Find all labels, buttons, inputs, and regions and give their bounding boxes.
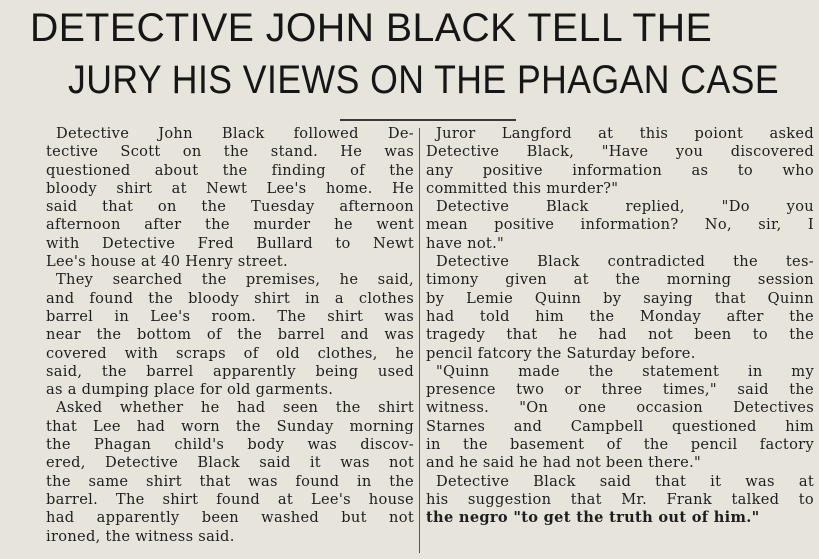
- article-text-line: Detective Black said that it was at: [436, 472, 814, 490]
- article-text-line: ironed, the witness said.: [46, 527, 235, 545]
- article-text-line: his suggestion that Mr. Frank talked to: [426, 490, 814, 508]
- article-text-line: and he said he had not been there.": [426, 454, 702, 472]
- article-column-right: [426, 125, 814, 528]
- article-text-line: with Detective Fred Bullard to Newt: [46, 234, 414, 252]
- article-text-line: and found the bloody shirt in a clothes: [46, 289, 414, 307]
- article-text-line: Juror Langford at this poiont asked: [436, 125, 814, 142]
- article-text-line: Detective Black replied, "Do you: [436, 198, 814, 216]
- column-divider: [419, 128, 420, 553]
- article-text-line: said, the barrel apparently being used: [46, 362, 414, 380]
- article-text-line: witness. "On one occasion Detectives: [426, 399, 814, 417]
- article-text-line: bloody shirt at Newt Lee's home. He: [46, 179, 414, 197]
- article-text-line: the negro "to get the truth out of him.": [426, 509, 760, 527]
- article-text-line: presence two or three times," said the: [426, 381, 814, 399]
- article-text-line: the Phagan child's body was discov-: [46, 436, 414, 454]
- headline-line-1: DETECTIVE JOHN BLACK TELL THE: [30, 6, 713, 50]
- article-text-line: Detective John Black followed De-: [56, 125, 414, 142]
- article-text-line: They searched the premises, he said,: [56, 271, 414, 289]
- article-text-line: tragedy that he had not been to the: [426, 326, 814, 344]
- article-text-line: committed this murder?": [426, 179, 619, 197]
- article-text-line: questioned about the finding of the: [46, 161, 414, 179]
- article-text-line: by Lemie Quinn by saying that Quinn: [426, 289, 814, 307]
- article-text-line: have not.": [426, 234, 505, 252]
- article-text-line: pencil fatcory the Saturday before.: [426, 344, 696, 362]
- article-text-line: afternoon after the murder he went: [46, 216, 414, 234]
- article-text-line: as a dumping place for old garments.: [46, 381, 334, 399]
- article-text-line: mean positive information? No, sir, I: [426, 216, 814, 234]
- article-text-line: any positive information as to who: [426, 161, 814, 179]
- article-text-line: Asked whether he had seen the shirt: [56, 399, 414, 417]
- article-text-line: Lee's house at 40 Henry street.: [46, 253, 288, 271]
- article-text-line: said that on the Tuesday afternoon: [46, 198, 414, 216]
- article-text-line: tective Scott on the stand. He was: [46, 143, 414, 161]
- article-text-line: near the bottom of the barrel and was: [46, 326, 414, 344]
- article-text-line: "Quinn made the statement in my: [436, 362, 814, 380]
- article-text-line: had told him the Monday after the: [426, 307, 814, 325]
- headline-divider: [340, 119, 516, 121]
- article-text-line: Detective Black contradicted the tes-: [436, 253, 814, 271]
- article-text-line: barrel in Lee's room. The shirt was: [46, 307, 414, 325]
- article-text-line: barrel. The shirt found at Lee's house: [46, 490, 414, 508]
- article-text-line: the same shirt that was found in the: [46, 472, 414, 490]
- headline-line-2: JURY HIS VIEWS ON THE PHAGAN CASE: [68, 58, 780, 102]
- article-text-line: in the basement of the pencil factory: [426, 436, 814, 454]
- article-text-line: had apparently been washed but not: [46, 509, 414, 527]
- article-text-line: Detective Black, "Have you discovered: [426, 143, 814, 161]
- article-text-line: that Lee had worn the Sunday morning: [46, 417, 414, 435]
- article-text-line: ered, Detective Black said it was not: [46, 454, 414, 472]
- article-text-line: covered with scraps of old clothes, he: [46, 344, 414, 362]
- article-column-left: [46, 125, 414, 546]
- article-text-line: Starnes and Campbell questioned him: [426, 417, 814, 435]
- article-text-line: timony given at the morning session: [426, 271, 814, 289]
